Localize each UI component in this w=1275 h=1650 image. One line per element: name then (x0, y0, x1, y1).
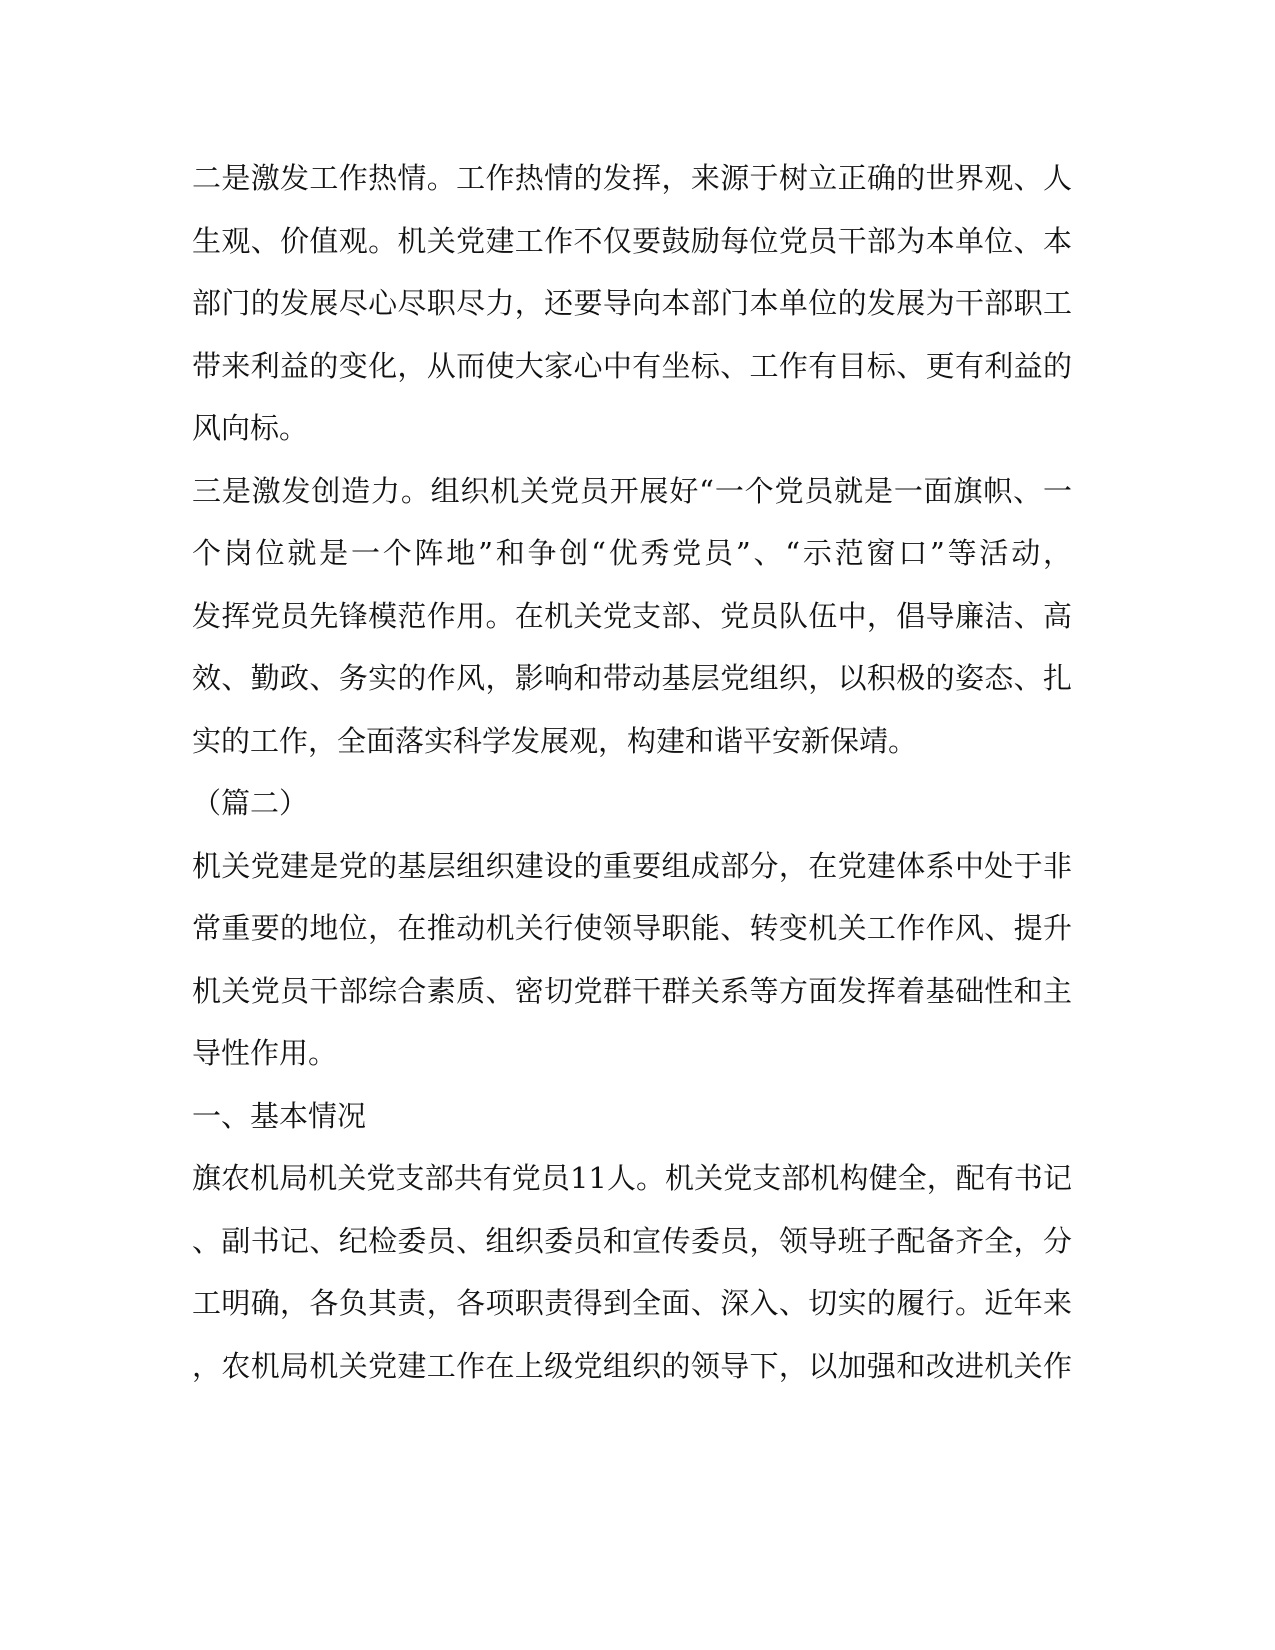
text-line: 风向标。 (192, 411, 309, 445)
text-line: 效、勤政、务实的作风，影响和带动基层党组织，以积极的姿态、扎 (192, 661, 1072, 695)
text-line: （篇二） (192, 786, 309, 820)
text-line: ，农机局机关党建工作在上级党组织的领导下，以加强和改进机关作 (192, 1349, 1072, 1383)
text-line: 部门的发展尽心尽职尽力，还要导向本部门本单位的发展为干部职工 (192, 286, 1072, 320)
text-line: 个岗位就是一个阵地”和争创“优秀党员”、“示范窗口”等活动， (192, 536, 1072, 570)
text-line: 三是激发创造力。组织机关党员开展好“一个党员就是一面旗帜、一 (192, 474, 1072, 508)
text-line: 发挥党员先锋模范作用。在机关党支部、党员队伍中，倡导廉洁、高 (192, 599, 1072, 633)
text-line: 带来利益的变化，从而使大家心中有坐标、工作有目标、更有利益的 (192, 349, 1072, 383)
text-line: 工明确，各负其责，各项职责得到全面、深入、切实的履行。近年来 (192, 1286, 1072, 1320)
text-line: 一、基本情况 (192, 1099, 367, 1133)
text-line: 机关党建是党的基层组织建设的重要组成部分，在党建体系中处于非 (192, 849, 1072, 883)
text-line: 导性作用。 (192, 1036, 338, 1070)
text-line: 生观、价值观。机关党建工作不仅要鼓励每位党员干部为本单位、本 (192, 224, 1072, 258)
text-line: 、副书记、纪检委员、组织委员和宣传委员，领导班子配备齐全，分 (192, 1224, 1072, 1258)
text-line: 二是激发工作热情。工作热情的发挥，来源于树立正确的世界观、人 (192, 161, 1072, 195)
text-line: 机关党员干部综合素质、密切党群干群关系等方面发挥着基础性和主 (192, 974, 1072, 1008)
text-line: 旗农机局机关党支部共有党员11人。机关党支部机构健全，配有书记 (192, 1161, 1072, 1195)
text-line: 常重要的地位，在推动机关行使领导职能、转变机关工作作风、提升 (192, 911, 1072, 945)
text-line: 实的工作，全面落实科学发展观，构建和谐平安新保靖。 (192, 724, 918, 758)
